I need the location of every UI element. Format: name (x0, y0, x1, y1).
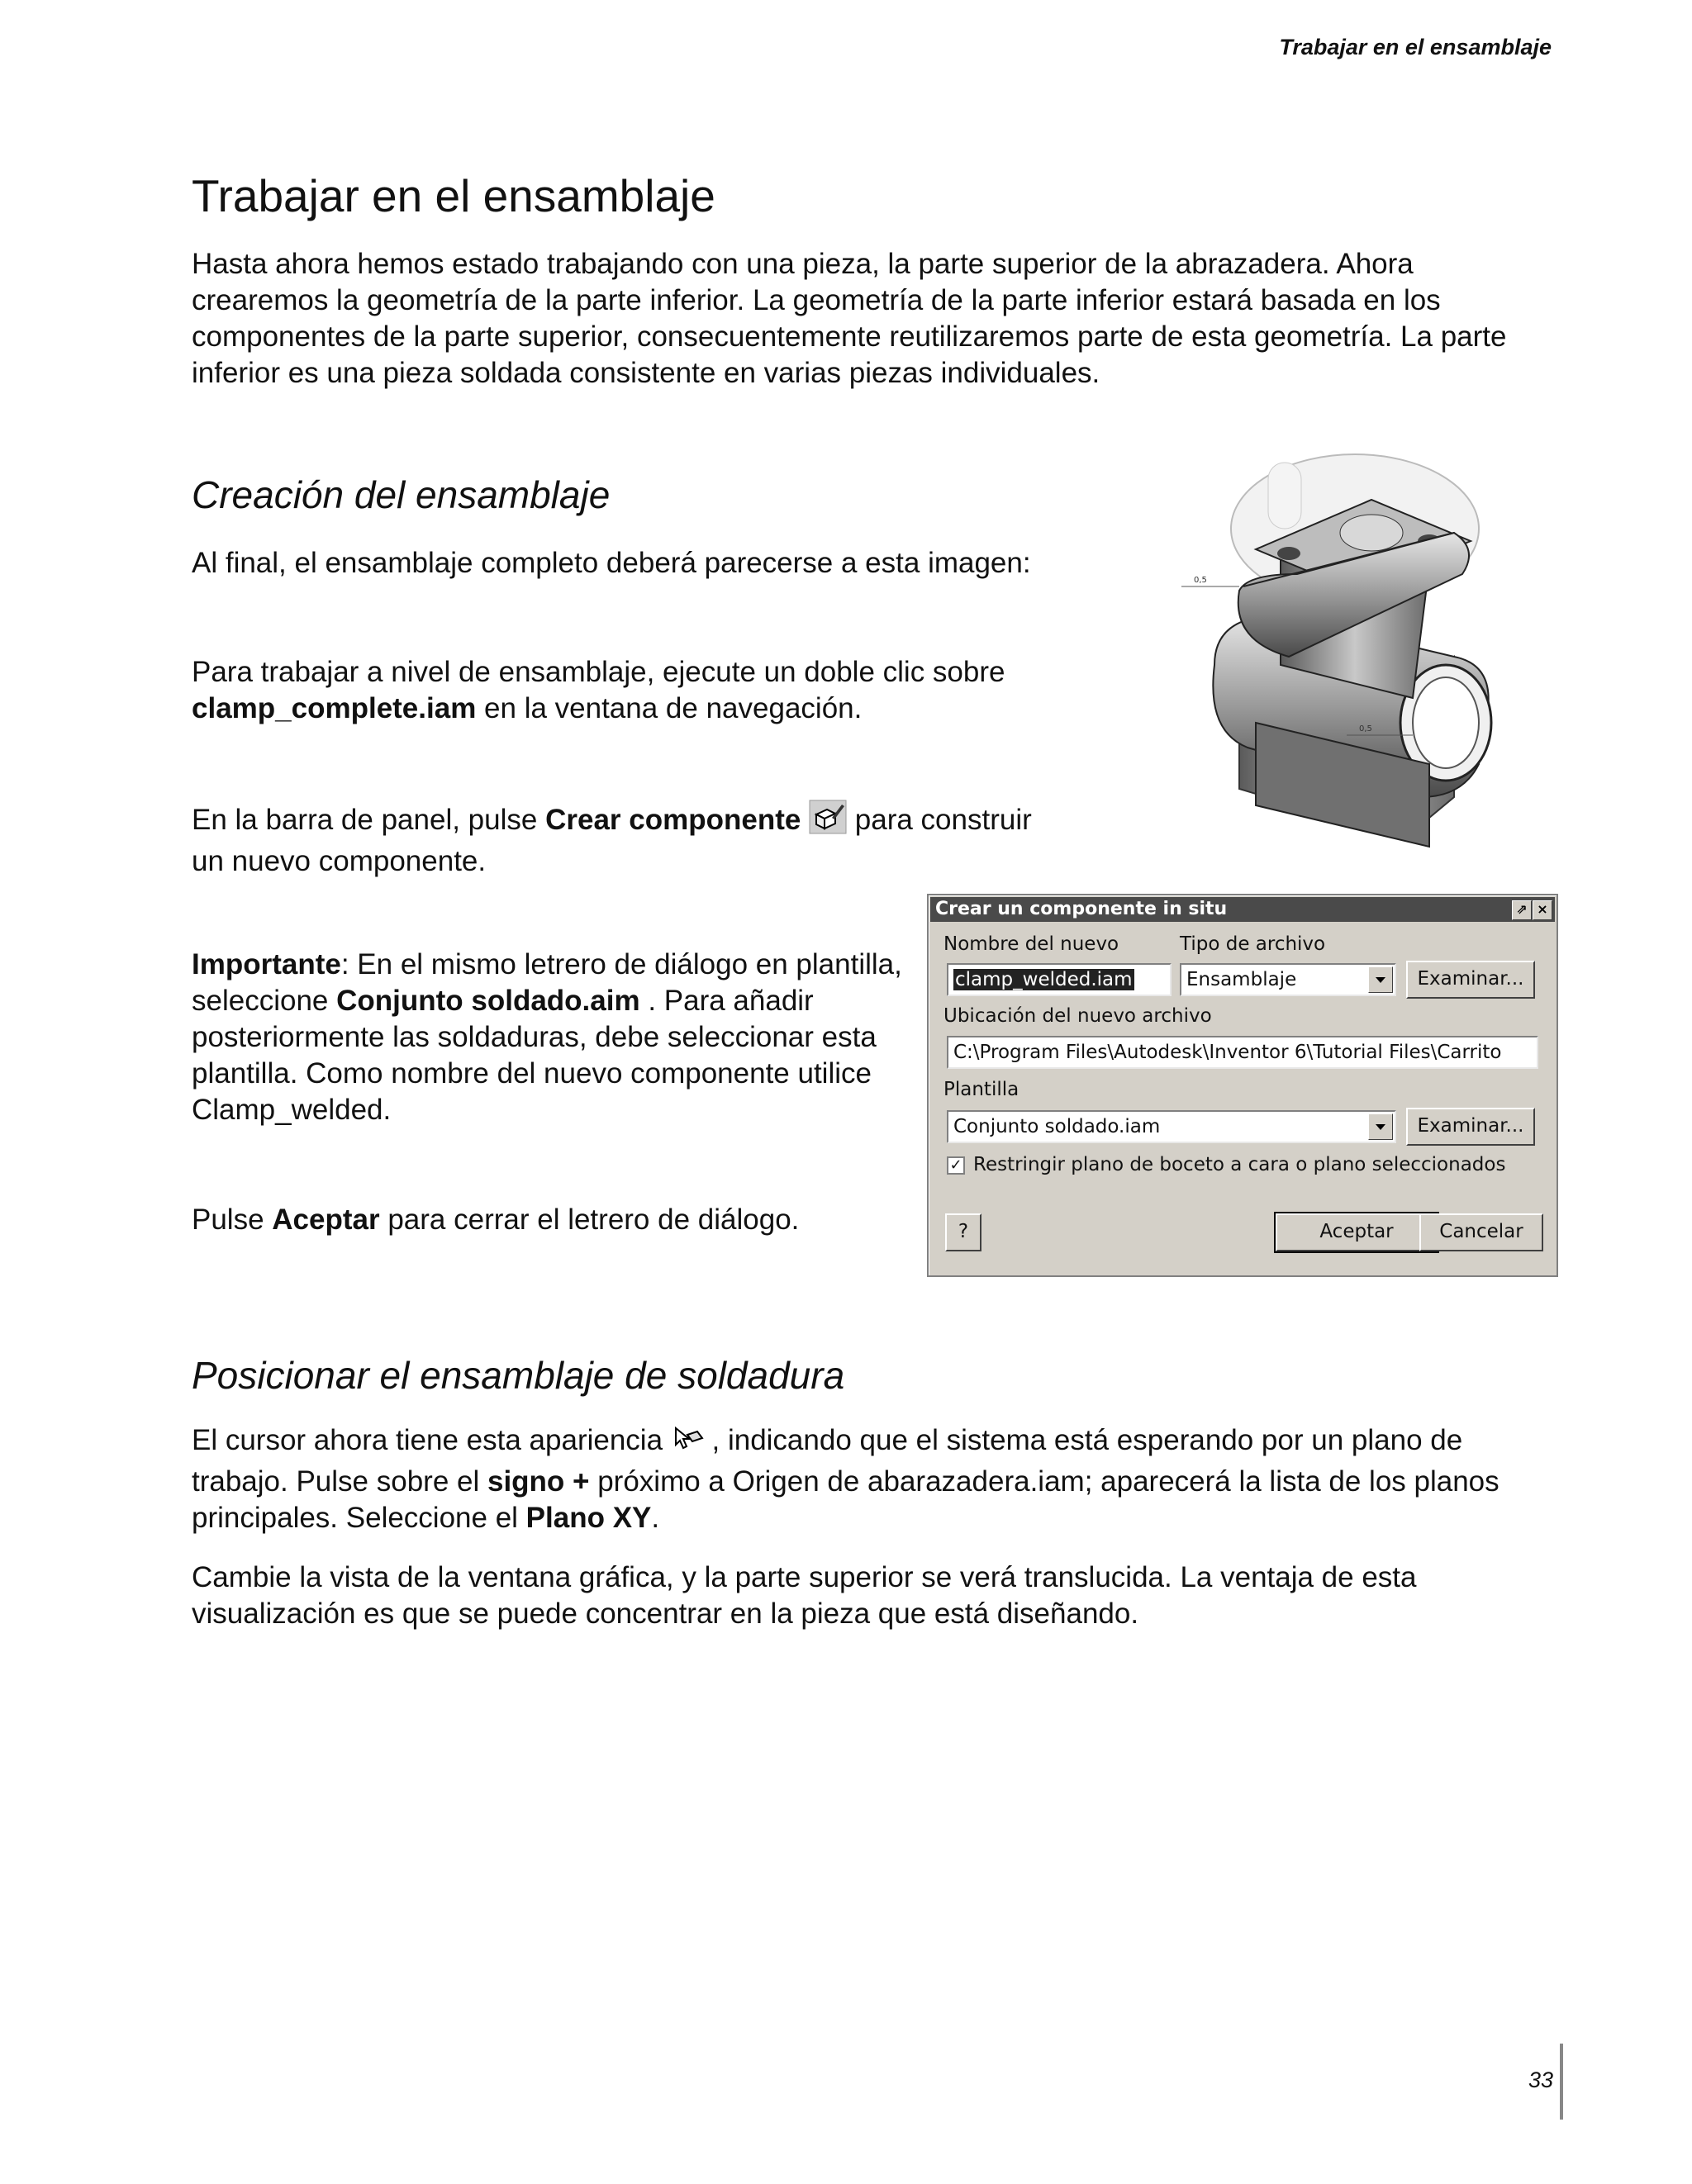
text: : En el mismo letrero de diálogo en plantilla, seleccione (192, 948, 902, 1017)
intro-paragraph: Hasta ahora hemos estado trabajando con una pieza, la parte superior de la abrazadera. Ahora crearemos la geometría de la parte inferior. La geometría de la parte inferior estará basada en los componentes de la parte superior, consecuentemente reutilizaremos parte de esta geometría. La parte inferior es una pieza soldada consistente en varias piezas individuales. (192, 248, 1507, 389)
create-component-icon (809, 800, 847, 843)
page-rule (1560, 2044, 1563, 2120)
template-select[interactable] (947, 1110, 1396, 1143)
plus-sign-bold: signo + (487, 1465, 590, 1498)
template-value: Conjunto soldado.iam (953, 1116, 1161, 1137)
assembly-3d-figure (1181, 450, 1528, 880)
browse-type-button[interactable]: Examinar... (1406, 961, 1535, 999)
command-bold: Crear componente (545, 804, 801, 836)
text: un nuevo componente. (192, 845, 487, 877)
paragraph-double-click (192, 654, 1167, 727)
restrict-plane-checkbox[interactable]: ✓ (947, 1156, 965, 1175)
paragraph-pulse-aceptar (192, 1202, 902, 1238)
browse-template-button[interactable]: Examinar... (1406, 1108, 1535, 1146)
filename-bold: clamp_complete.iam (192, 692, 477, 724)
location-input[interactable]: C:\Program Files\Autodesk\Inventor 6\Tutorial Files\Carrito (947, 1036, 1538, 1069)
dimension-label: 0,5 (1359, 724, 1372, 734)
cursor-plane-icon (671, 1425, 704, 1464)
text: Para trabajar a nivel de ensamblaje, ejecute un doble clic sobre (192, 656, 1005, 688)
text: para cerrar el letrero de diálogo. (379, 1204, 800, 1236)
page-number: 33 (1528, 2068, 1553, 2092)
section-heading-posicionar: Posicionar el ensamblaje de soldadura (192, 1354, 845, 1397)
plane-xy-bold: Plano XY (525, 1502, 652, 1534)
aceptar-bold: Aceptar (272, 1204, 380, 1236)
new-name-input[interactable] (947, 963, 1172, 996)
location-label: Ubicación del nuevo archivo (943, 1005, 1212, 1027)
page-title: Trabajar en el ensamblaje (192, 170, 715, 221)
file-type-value: Ensamblaje (1186, 969, 1297, 990)
dialog-title: Crear un componente in situ (935, 899, 1228, 919)
file-type-select[interactable] (1180, 963, 1396, 996)
name-label: Nombre del nuevo (943, 933, 1119, 955)
text: para construir (847, 804, 1032, 836)
section-heading-creacion: Creación del ensamblaje (192, 473, 611, 516)
paragraph-final-image: Al final, el ensamblaje completo deberá parecerse a esta imagen: (192, 547, 1031, 579)
text: , indicando que el sistema está esperando por un plano de trabajo. Pulse sobre el (192, 1424, 1463, 1498)
cancel-button[interactable]: Cancelar (1419, 1213, 1543, 1251)
importante-bold: Importante (192, 948, 341, 980)
close-icon[interactable]: × (1533, 900, 1552, 920)
running-header: Trabajar en el ensamblaje (1279, 35, 1552, 59)
dialog-title-bar (930, 897, 1555, 922)
new-name-value: clamp_welded.iam (955, 969, 1133, 990)
paragraph-importante (192, 947, 902, 1128)
dimension-label: 0,5 (1194, 576, 1207, 585)
text: Pulse (192, 1204, 273, 1236)
paragraph-cursor (192, 1422, 1547, 1536)
paragraph-create-component (192, 800, 1167, 880)
help-icon: ? (958, 1221, 969, 1242)
restrict-plane-label: Restringir plano de boceto a cara o plano seleccionados (973, 1154, 1506, 1175)
text: El cursor ahora tiene esta apariencia (192, 1424, 671, 1456)
text: próximo a Origen de abarazadera.iam; aparecerá la lista de los planos principales. Seleccione el (192, 1465, 1500, 1534)
chevron-down-icon[interactable] (1368, 1113, 1393, 1140)
file-type-label: Tipo de archivo (1180, 933, 1326, 955)
template-label: Plantilla (943, 1079, 1019, 1100)
text: . (651, 1502, 660, 1534)
ok-button[interactable]: Aceptar (1276, 1213, 1438, 1251)
template-bold: Conjunto soldado.aim (336, 985, 640, 1017)
text: En la barra de panel, pulse (192, 804, 546, 836)
create-component-dialog (927, 894, 1558, 1277)
text: en la ventana de navegación. (476, 692, 863, 724)
text: . Para añadir posteriormente las soldaduras, debe seleccionar esta plantilla. Como nombre del nuevo componente utilice Clamp_welded. (192, 985, 877, 1126)
chevron-down-icon[interactable] (1368, 966, 1393, 993)
help-button[interactable] (945, 1213, 981, 1251)
paragraph-view-change: Cambie la vista de la ventana gráfica, y la parte superior se verá translucida. La ventaja de esta visualización es que se puede concentrar en la pieza que está diseñando. (192, 1561, 1417, 1630)
dialog-pin-icon[interactable]: ⇗ (1512, 900, 1532, 920)
